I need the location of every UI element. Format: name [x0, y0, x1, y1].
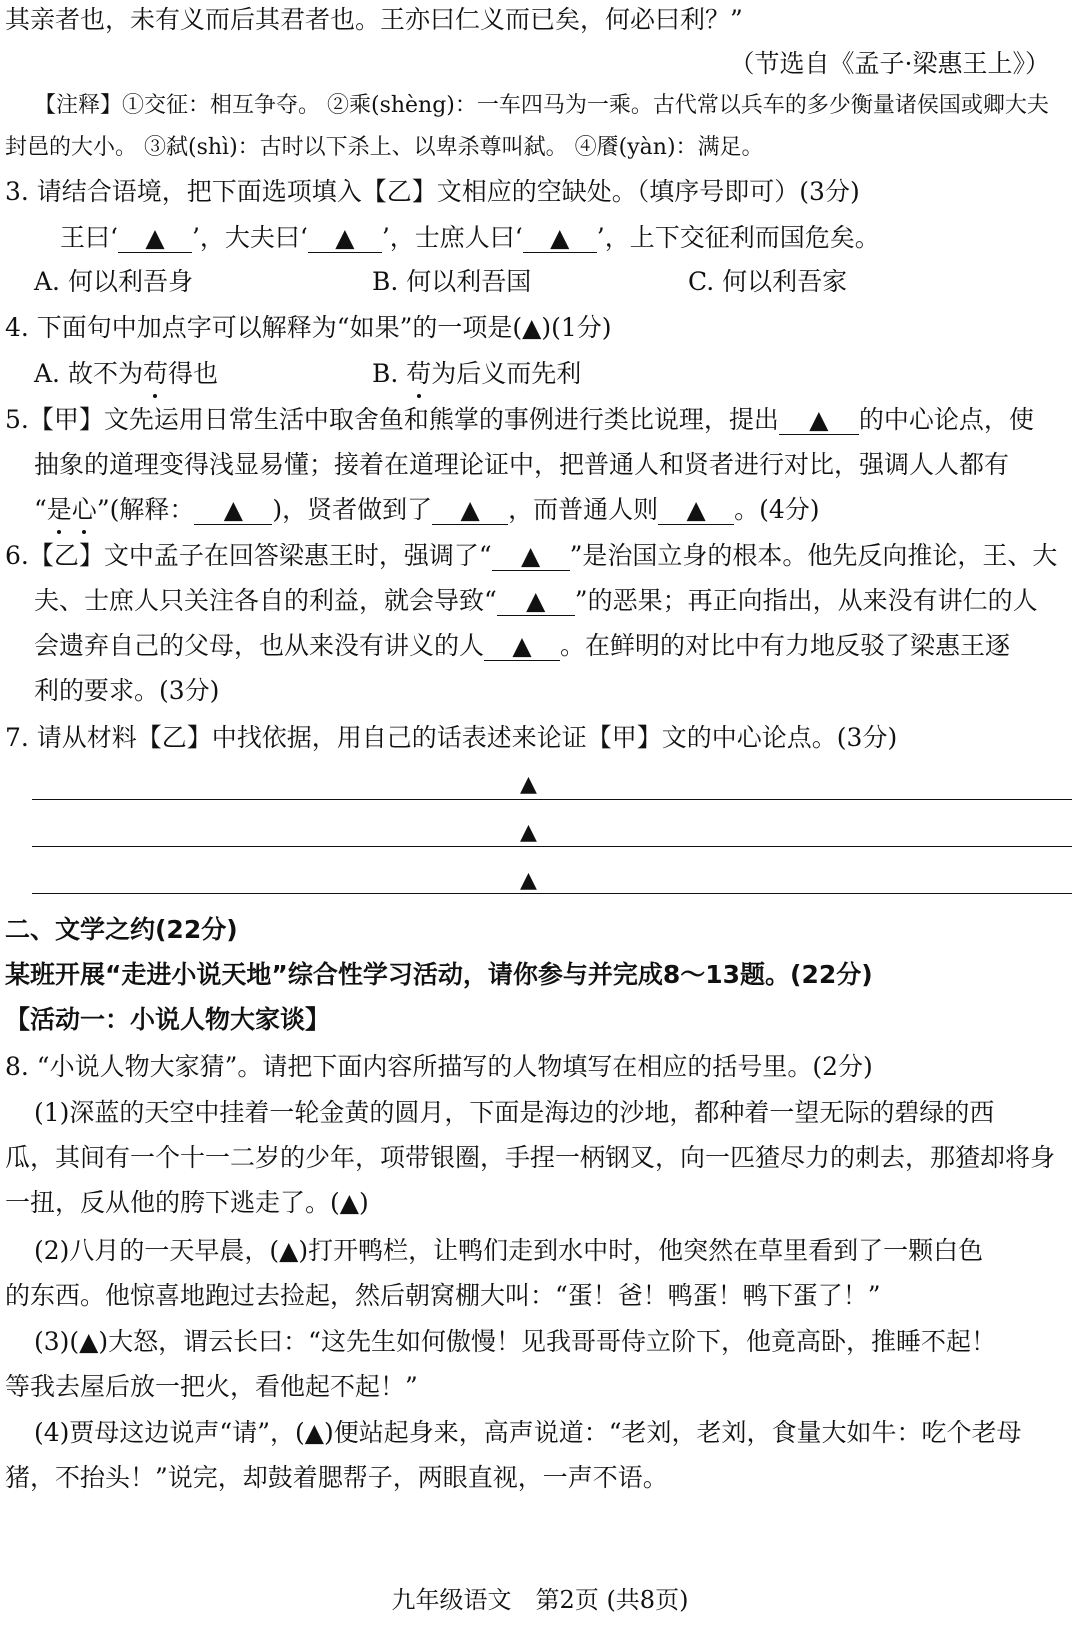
dotted-char: 苟	[143, 356, 168, 392]
q8-item-1-line-2: 瓜，其间有一个十一二岁的少年，项带银圈，手捏一柄钢叉，向一匹猹尽力的刺去，那猹却将身	[5, 1143, 1056, 1172]
q6-line-1: 6.【乙】文中孟子在回答梁惠王时，强调了“ ▲ ”是治国立身的根本。他先反向推论，王、大	[5, 541, 1058, 570]
q3-blank-1[interactable]: ▲	[118, 224, 192, 253]
q4-option-b: B. 苟为后义而先利	[372, 356, 581, 392]
activity-1-title: 【活动一：小说人物大家谈】	[5, 1005, 331, 1034]
q8-blank-3[interactable]: ▲	[79, 1327, 99, 1356]
note-line-2: 封邑的大小。 ③弑(shì)：古时以下杀上、以卑杀尊叫弑。 ④餍(yàn)：满足。	[5, 135, 764, 160]
section-2-title: 二、文学之约(22分)	[5, 915, 238, 944]
dotted-char: 苟	[406, 356, 431, 392]
q6-line-3: 会遗弃自己的父母，也从来没有讲义的人 ▲ 。在鲜明的对比中有力地反驳了梁惠王逐	[34, 631, 1011, 660]
q8-item-4-line-1: (4)贾母这边说声“请”，(▲)便站起身来，高声说道：“老刘，老刘，食量大如牛：吃个老母	[34, 1418, 1022, 1447]
dotted-char: 是	[47, 492, 72, 528]
q8-item-2-line-1: (2)八月的一天早晨，(▲)打开鸭栏，让鸭们走到水中时，他突然在草里看到了一颗白色	[34, 1236, 984, 1265]
q6-blank-1[interactable]: ▲	[492, 542, 570, 571]
q5-blank-3[interactable]: ▲	[432, 496, 508, 525]
q3-option-b: B. 何以利吾国	[372, 267, 532, 296]
q6-blank-2[interactable]: ▲	[497, 587, 575, 616]
q5-line-1: 5.【甲】文先运用日常生活中取舍鱼和熊掌的事例进行类比说理，提出 ▲ 的中心论点，使	[5, 405, 1034, 434]
q4-answer-blank[interactable]: ▲	[522, 313, 542, 342]
q5-blank-1[interactable]: ▲	[779, 406, 859, 435]
q8-blank-1[interactable]: ▲	[339, 1188, 359, 1217]
q5-blank-2[interactable]: ▲	[194, 496, 272, 525]
section-2-intro: 某班开展“走进小说天地”综合性学习活动，请你参与并完成8～13题。(22分)	[5, 960, 873, 989]
footer-page-number: 第2页 (共8页)	[535, 1586, 689, 1614]
q6-line-2: 夫、士庶人只关注各自的利益，就会导致“ ▲ ”的恶果；再正向指出，从来没有讲仁的人	[34, 586, 1038, 615]
q8-item-2-line-2: 的东西。他惊喜地跑过去捡起，然后朝窝棚大叫：“蛋！爸！鸭蛋！鸭下蛋了！”	[5, 1281, 881, 1310]
q5-line-3: “是心”(解释： ▲ )，贤者做到了 ▲ ，而普通人则 ▲ 。(4分)	[34, 492, 820, 528]
note-line-1: 【注释】①交征：相互争夺。 ②乘(shèng)：一车四马为一乘。古代常以兵车的多少衡量诸侯国或卿大夫	[34, 93, 1049, 118]
footer-subject: 九年级语文	[391, 1586, 512, 1614]
q7-answer-line-2[interactable]	[32, 846, 1072, 847]
q8-item-4-line-2: 猪，不抬头！”说完，却鼓着腮帮子，两眼直视，一声不语。	[5, 1463, 668, 1492]
q7-answer-line-1[interactable]	[32, 799, 1072, 800]
q7-answer-mark-2: ▲	[520, 820, 537, 845]
q6-blank-3[interactable]: ▲	[484, 632, 560, 661]
q3-blank-3[interactable]: ▲	[523, 224, 597, 253]
q3-blank-2[interactable]: ▲	[308, 224, 382, 253]
q8-item-3-line-2: 等我去屋后放一把火，看他起不起！”	[5, 1372, 418, 1401]
q8-blank-2[interactable]: ▲	[279, 1236, 299, 1265]
q7-answer-mark-3: ▲	[520, 868, 537, 893]
q8-blank-4[interactable]: ▲	[304, 1418, 324, 1447]
dotted-char: 心	[72, 492, 97, 528]
q5-blank-4[interactable]: ▲	[658, 496, 734, 525]
q3-option-c: C. 何以利吾家	[688, 267, 848, 296]
q4-stem: 4. 下面句中加点字可以解释为“如果”的一项是(▲)(1分)	[5, 313, 612, 342]
q8-item-3-line-1: (3)(▲)大怒，谓云长曰：“这先生如何傲慢！见我哥哥侍立阶下，他竟高卧，推睡不起！	[34, 1327, 996, 1356]
q3-option-a: A. 何以利吾身	[34, 267, 193, 296]
q3-stem: 3. 请结合语境，把下面选项填入【乙】文相应的空缺处。（填序号即可）(3分)	[5, 177, 860, 206]
q4-option-a: A. 故不为苟得也	[34, 356, 218, 392]
passage-line: 其亲者也，未有义而后其君者也。王亦曰仁义而已矣，何必曰利？”	[5, 5, 743, 34]
q7-stem: 7. 请从材料【乙】中找依据，用自己的话表述来论证【甲】文的中心论点。(3分)	[5, 723, 898, 752]
passage-source: （节选自《孟子·梁惠王上》）	[729, 49, 1050, 78]
q7-answer-line-3[interactable]	[32, 893, 1072, 894]
page-footer	[0, 1580, 1080, 1615]
q8-item-1-line-1: (1)深蓝的天空中挂着一轮金黄的圆月，下面是海边的沙地，都种着一望无际的碧绿的西	[34, 1098, 995, 1127]
q6-line-4: 利的要求。(3分)	[34, 676, 220, 705]
q5-line-2: 抽象的道理变得浅显易懂；接着在道理论证中，把普通人和贤者进行对比，强调人人都有	[34, 450, 1010, 479]
q8-item-1-line-3: 一扭，反从他的胯下逃走了。(▲)	[5, 1188, 369, 1217]
q7-answer-mark-1: ▲	[520, 772, 537, 797]
q8-stem: 8. “小说人物大家猜”。请把下面内容所描写的人物填写在相应的括号里。(2分)	[5, 1052, 873, 1081]
q3-sentence: 王曰‘ ▲ ’，大夫曰‘ ▲ ’，士庶人曰‘ ▲ ’，上下交征利而国危矣。	[60, 223, 880, 252]
